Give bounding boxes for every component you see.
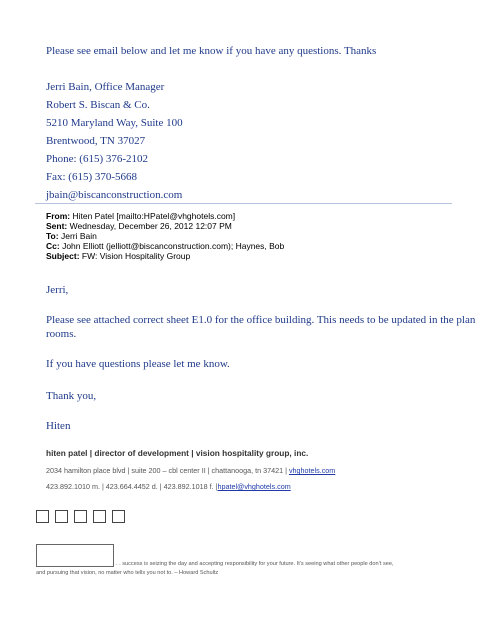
forward-header-subject <box>46 251 190 262</box>
logo-image-frame <box>36 544 114 567</box>
signature-company: Robert S. Biscan & Co. <box>46 99 150 111</box>
signature-phone: Phone: (615) 376-2102 <box>46 153 149 165</box>
image-placeholder-icon <box>93 510 106 523</box>
header-divider <box>35 203 452 204</box>
hiten-phones-text: 423.892.1010 m. | 423.664.4452 d. | 423.892.1018 f. | <box>46 482 218 491</box>
signature-email: jbain@biscanconstruction.com <box>46 189 183 201</box>
signature-name-title: Jerri Bain, Office Manager <box>46 81 165 93</box>
body-signoff: Hiten <box>46 420 71 432</box>
website-link[interactable]: vhghotels.com <box>288 466 336 475</box>
forward-header-from <box>46 211 235 222</box>
body-paragraph1-line1: Please see attached correct sheet E1.0 for the office building. This needs to be updated in the plan <box>46 314 476 326</box>
subject-value: FW: Vision Hospitality Group <box>81 251 191 261</box>
to-label: To: <box>46 231 59 241</box>
signature-address-line2: Brentwood, TN 37027 <box>46 135 146 147</box>
image-placeholder-icon <box>55 510 68 523</box>
body-greeting: Jerri, <box>46 284 69 296</box>
image-placeholder-icon <box>36 510 49 523</box>
hiten-signature-title: hiten patel | director of development | vision hospitality group, inc. <box>46 448 309 458</box>
from-value: Hiten Patel [mailto:HPatel@vhghotels.com] <box>72 211 236 221</box>
quote-line1: . . success is seizing the day and accepting responsibility for your future. It’s seeing what other people don’t see, <box>116 561 394 567</box>
hiten-signature-phones <box>46 482 291 491</box>
image-placeholder-icon <box>74 510 87 523</box>
subject-label: Subject: <box>46 251 80 261</box>
forward-header-to <box>46 231 97 242</box>
quote-line2: and pursuing that vision, no matter who tells you not to. – Howard Schultz <box>36 570 219 576</box>
from-label: From: <box>46 211 71 221</box>
body-closing: Thank you, <box>46 390 97 402</box>
to-value: Jerri Bain <box>60 231 97 241</box>
broken-image-placeholders <box>36 510 125 523</box>
email-link[interactable]: hpatel@vhghotels.com <box>217 482 291 491</box>
signature-fax: Fax: (615) 370-5668 <box>46 171 138 183</box>
hiten-signature-address <box>46 466 335 475</box>
sent-value: Wednesday, December 26, 2012 12:07 PM <box>69 221 232 231</box>
body-paragraph1-line2: rooms. <box>46 328 77 340</box>
body-paragraph2: If you have questions please let me know. <box>46 358 230 370</box>
signature-address-line1: 5210 Maryland Way, Suite 100 <box>46 117 183 129</box>
cc-label: Cc: <box>46 241 60 251</box>
image-placeholder-icon <box>112 510 125 523</box>
sent-label: Sent: <box>46 221 68 231</box>
forward-header-sent <box>46 221 232 232</box>
forward-header-cc <box>46 241 284 252</box>
cc-value: John Elliott (jelliott@biscanconstruction.com); Haynes, Bob <box>62 241 285 251</box>
intro-text: Please see email below and let me know if you have any questions. Thanks <box>46 45 377 57</box>
hiten-address-text: 2034 hamilton place blvd | suite 200 – cbl center II | chattanooga, tn 37421 | <box>46 466 289 475</box>
